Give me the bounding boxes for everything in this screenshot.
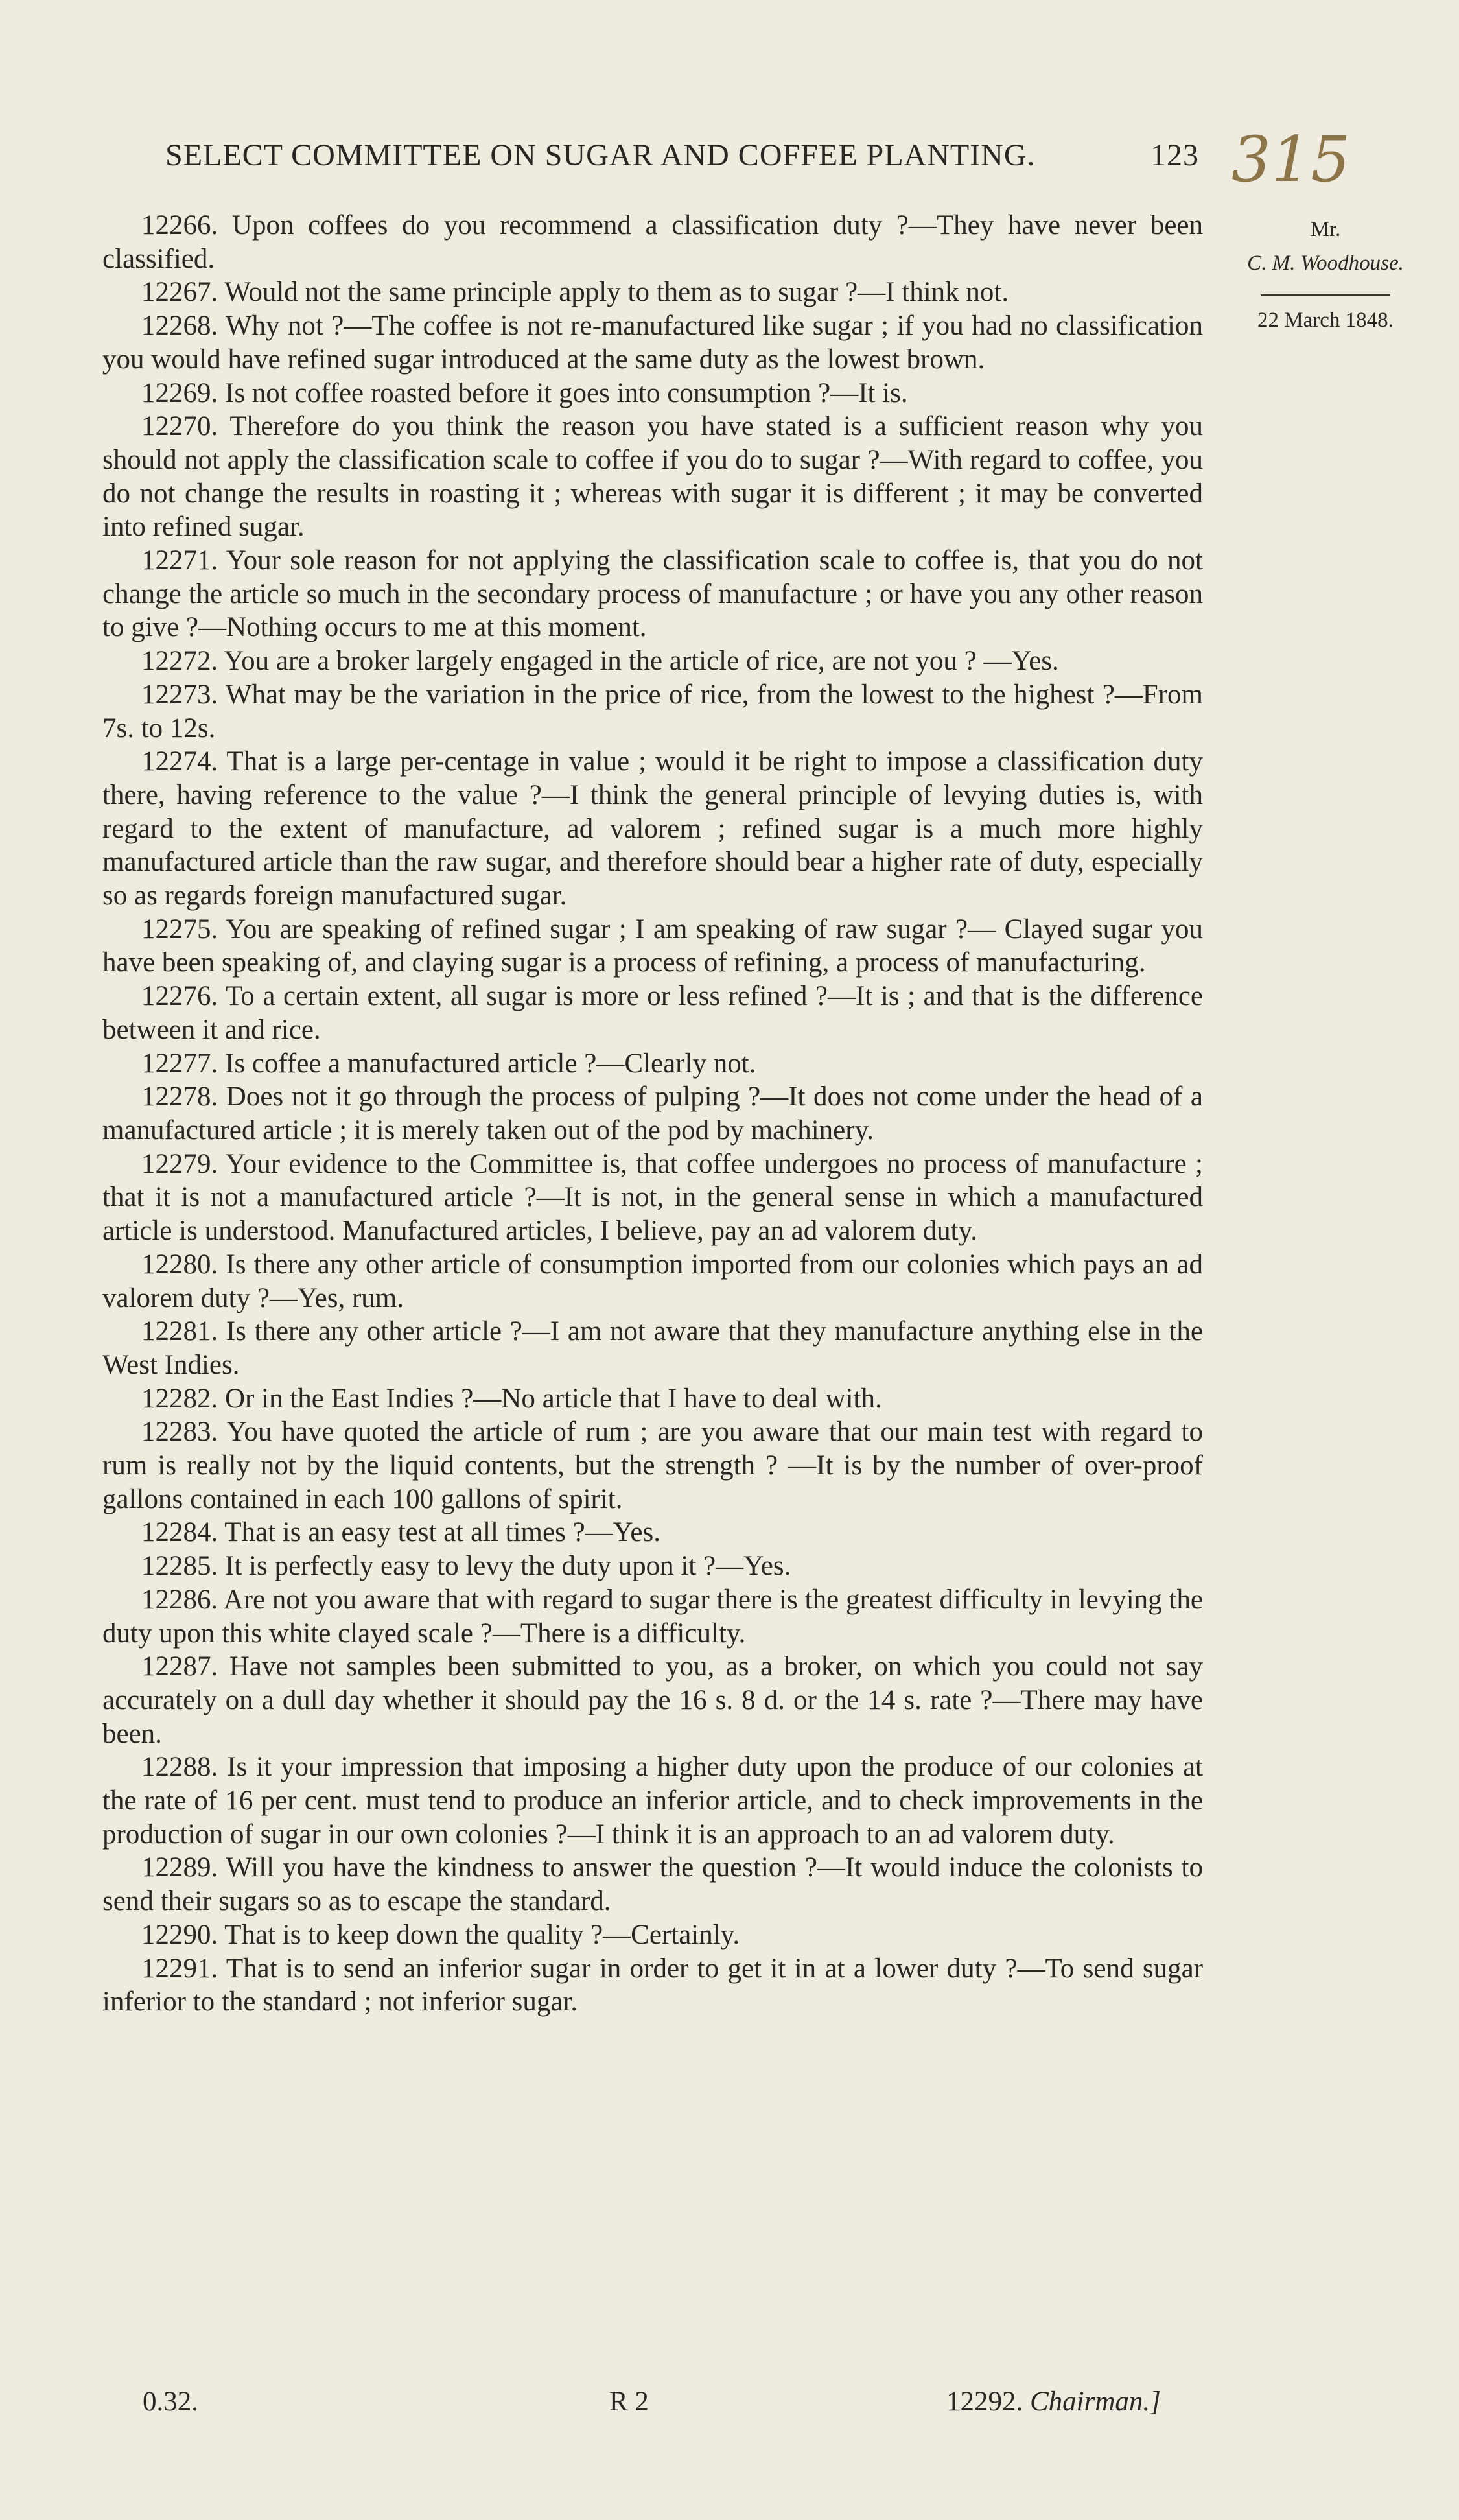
testimony-paragraph: 12287. Have not samples been submitted to you, as a broker, on which you could not say accurately on a dull day whether it should pay the 16 s. 8 d. or the 14 s. rate ?—There may have been. — [102, 1651, 1203, 1749]
witness-name: C. M. Woodhouse. — [1247, 252, 1404, 275]
testimony-paragraph: 12284. That is an easy test at all times ?—Yes. — [141, 1517, 660, 1548]
running-header — [165, 137, 1202, 173]
signature-mark: R 2 — [609, 2386, 649, 2417]
testimony-paragraph: 12279. Your evidence to the Committee is, that coffee undergoes no process of manufacture ; that it is not a manufactured article ?—It is not, in the general sense in which a manufactured article is understood. Manufactured articles, I believe, pay an ad valorem duty. — [102, 1148, 1203, 1247]
testimony-paragraph: 12280. Is there any other article of consumption imported from our colonies which pays an ad valorem duty ?—Yes, rum. — [102, 1249, 1203, 1313]
testimony-paragraph: 12275. You are speaking of refined sugar ; I am speaking of raw sugar ?— Clayed sugar you have been speaking of, and claying sugar is a process of refining, a process of manufacturing. — [102, 913, 1203, 978]
page-number: 123 — [1150, 138, 1199, 172]
testimony-paragraph: 12269. Is not coffee roasted before it goes into consumption ?—It is. — [141, 377, 908, 408]
witness-title: Mr. — [1310, 218, 1341, 241]
header-title: SELECT COMMITTEE ON SUGAR AND COFFEE PLANTING. — [165, 138, 1036, 172]
catchword-text: Chairman.] — [1030, 2386, 1161, 2417]
testimony-paragraph: 12286. Are not you aware that with regard to sugar there is the greatest difficulty in levying the duty upon this white clayed scale ?—There is a difficulty. — [102, 1584, 1203, 1649]
testimony-paragraph: 12285. It is perfectly easy to levy the duty upon it ?—Yes. — [141, 1551, 791, 1582]
testimony-paragraph: 12268. Why not ?—The coffee is not re-manufactured like sugar ; if you had no classification you would have refined sugar introduced at the same duty as the lowest brown. — [102, 311, 1203, 375]
testimony-paragraph: 12283. You have quoted the article of rum ; are you aware that our main test with regard to rum is really not by the liquid contents, but the strength ? —It is by the number of over-proof gallons contained in each 100 gallons of spirit. — [102, 1417, 1203, 1514]
catchword — [946, 2386, 1161, 2418]
testimony-paragraph: 12291. That is to send an inferior sugar in order to get it in at a lower duty ?—To send sugar inferior to the standard ; not inferior sugar. — [102, 1953, 1203, 2018]
testimony-paragraph: 12278. Does not it go through the process of pulping ?—It does not come under the head of a manufactured article ; it is merely taken out of the pod by machinery. — [102, 1081, 1203, 1146]
handwritten-folio-number: 315 — [1231, 123, 1351, 196]
margin-note — [1219, 213, 1432, 337]
testimony-paragraph: 12266. Upon coffees do you recommend a classification duty ?—They have never been classified. — [102, 210, 1203, 274]
testimony-paragraph: 12281. Is there any other article ?—I am not aware that they manufacture anything else in the West Indies. — [102, 1316, 1203, 1380]
testimony-paragraph: 12277. Is coffee a manufactured article ?—Clearly not. — [141, 1048, 756, 1079]
testimony-paragraph: 12274. That is a large per-centage in value ; would it be right to impose a classification duty there, having reference to the value ?—I think the general principle of levying duties is, with regard to the extent of manufacture, ad valorem ; refined sugar is a much more highly manufactured article than the raw sugar, and therefore should bear a higher rate of duty, especially so as regards foreign manufactured sugar. — [102, 746, 1203, 912]
testimony-paragraph: 12290. That is to keep down the quality ?—Certainly. — [141, 1919, 740, 1950]
testimony-paragraph: 12267. Would not the same principle apply to them as to sugar ?—I think not. — [141, 277, 1009, 308]
testimony-paragraph: 12289. Will you have the kindness to answer the question ?—It would induce the colonists to send their sugars so as to escape the standard. — [102, 1852, 1203, 1917]
testimony-body — [102, 209, 1203, 2019]
testimony-paragraph: 12273. What may be the variation in the price of rice, from the lowest to the highest ?—From 7s. to 12s. — [102, 679, 1203, 744]
testimony-paragraph: 12276. To a certain extent, all sugar is more or less refined ?—It is ; and that is the difference between it and rice. — [102, 981, 1203, 1045]
evidence-date: 22 March 1848. — [1257, 309, 1394, 332]
testimony-paragraph: 12271. Your sole reason for not applying the classification scale to coffee is, that you do not change the article so much in the secondary process of manufacture ; or have you any other reason to give ?—Nothing occurs to me at this moment. — [102, 545, 1203, 643]
footer-code: 0.32. — [143, 2386, 198, 2417]
testimony-paragraph: 12270. Therefore do you think the reason you have stated is a sufficient reason why you should not apply the classification scale to coffee if you do to sugar ?—With regard to coffee, you do not change the results in roasting it ; whereas with sugar it is different ; it may be converted into refined sugar. — [102, 411, 1203, 543]
margin-rule — [1261, 294, 1390, 296]
testimony-paragraph: 12272. You are a broker largely engaged in the article of rice, are not you ? —Yes. — [141, 646, 1059, 677]
testimony-paragraph: 12288. Is it your impression that imposing a higher duty upon the produce of our colonies at the rate of 16 per cent. must tend to produce an inferior article, and to check improvements in the production of sugar in our own colonies ?—I think it is an approach to an ad valorem duty. — [102, 1752, 1203, 1850]
testimony-paragraph: 12282. Or in the East Indies ?—No article that I have to deal with. — [141, 1383, 882, 1414]
catchword-number: 12292. — [946, 2386, 1023, 2417]
